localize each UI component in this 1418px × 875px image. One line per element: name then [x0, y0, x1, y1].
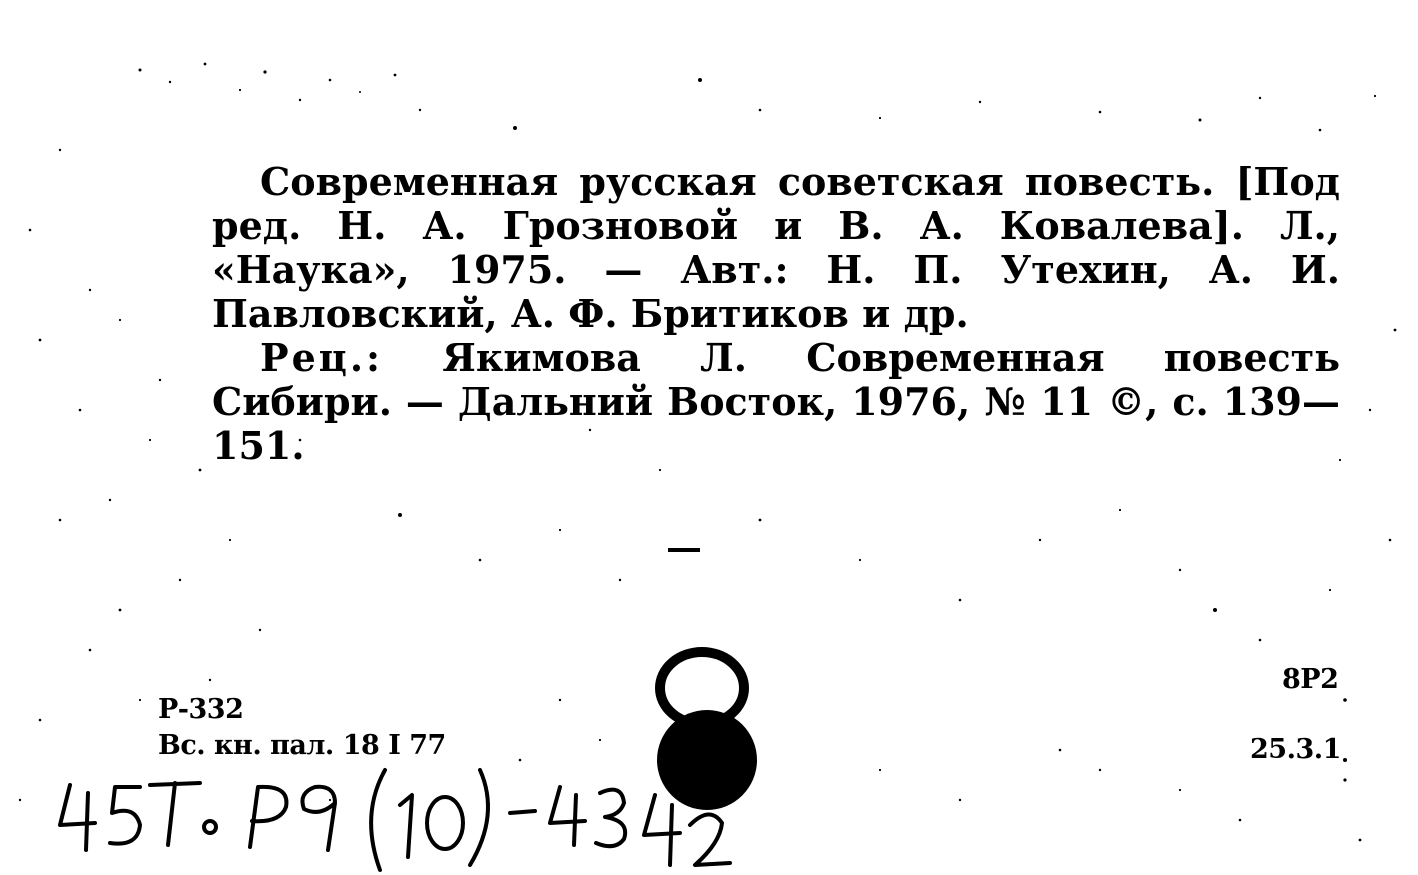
review-pages: , с. 139—151.: [212, 379, 1340, 468]
card-number: Р-332: [158, 694, 244, 725]
separator-dash: [668, 548, 700, 552]
handwritten-shelf-mark: [40, 765, 740, 875]
entry-description: [212, 160, 1340, 336]
editors: [Под ред. Н. А. Грозновой и В. А. Ковалева].: [212, 159, 1340, 248]
publication-info: Л., «Наука», 1975. —: [212, 203, 1340, 292]
copyright-icon: ©: [1107, 379, 1146, 424]
reviewer: Якимова Л.: [442, 335, 747, 380]
book-title: Современная русская советская повесть.: [260, 159, 1215, 204]
review-title: Современная повесть Сибири. —: [212, 335, 1341, 424]
review-note: [212, 336, 1340, 468]
index-code: 25.3.1: [1250, 734, 1341, 765]
authors: Авт.: Н. П. Утехин, А. И. Павловский, А. Ф. Бритиков и др.: [212, 247, 1340, 336]
bibliographic-entry: [212, 160, 1340, 468]
review-prefix: Рец.:: [260, 335, 384, 380]
printing-info: Вс. кн. пал. 18 I 77: [158, 730, 446, 761]
classification-code: 8Р2: [1282, 664, 1339, 695]
review-source: Дальний Восток, 1976, № 11: [457, 379, 1094, 424]
